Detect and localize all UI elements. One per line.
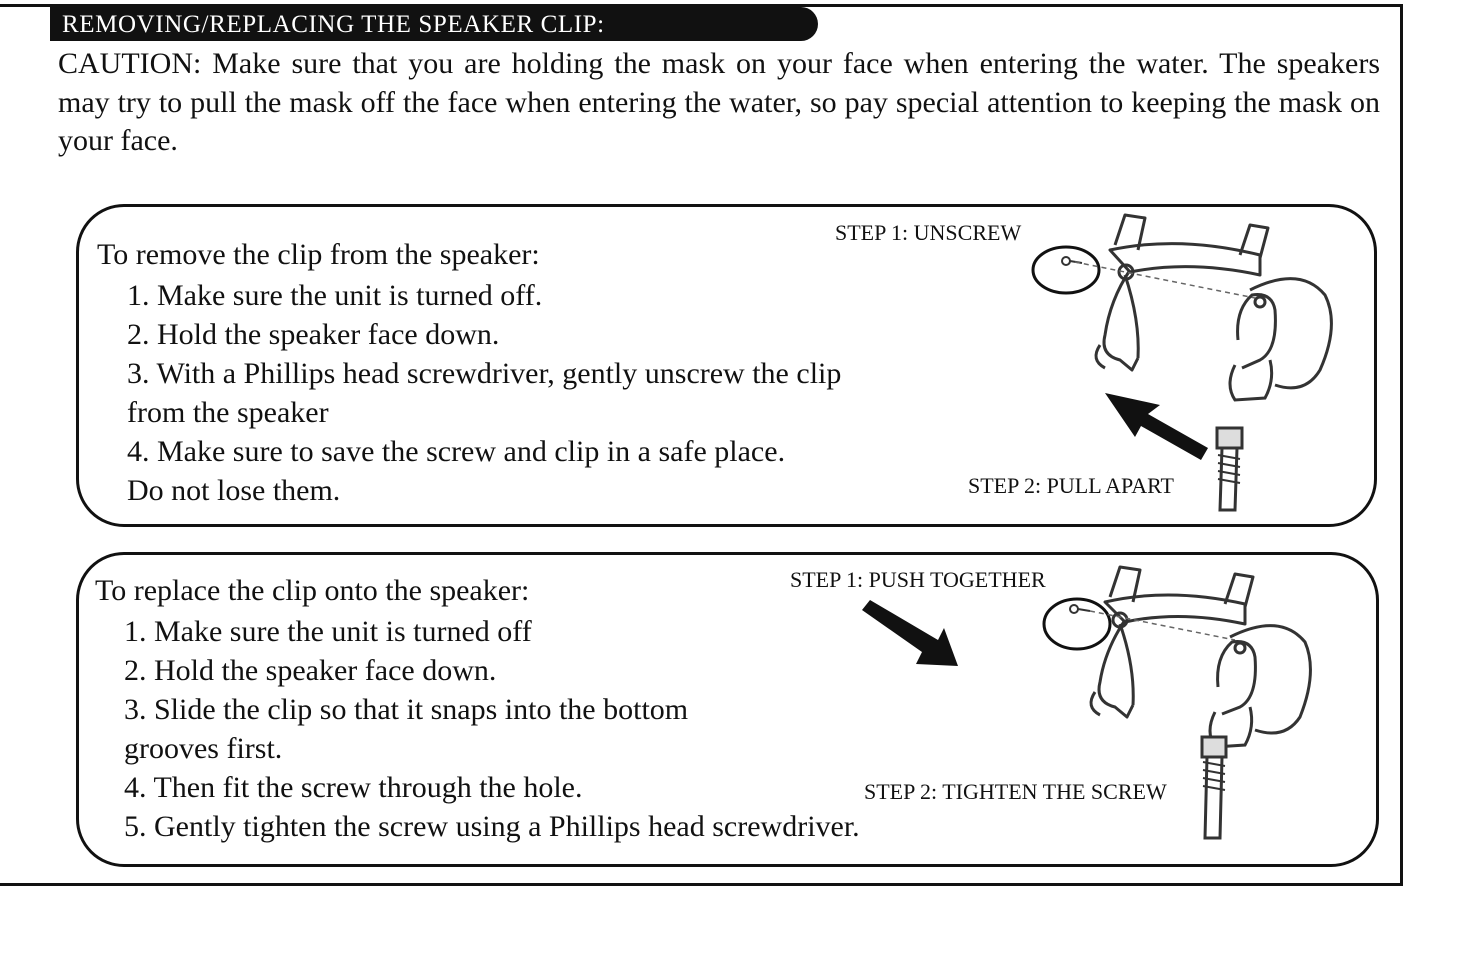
- replace-intro: To replace the clip onto the speaker:: [95, 574, 530, 607]
- speaker-clip-removal-illustration: [1020, 210, 1350, 522]
- section-title: REMOVING/REPLACING THE SPEAKER CLIP:: [50, 7, 818, 41]
- screw-highlight-circle: [1033, 247, 1099, 293]
- screw-icon: [1070, 605, 1090, 613]
- replace-steps-list: [124, 612, 860, 846]
- step1-unscrew-label: STEP 1: UNSCREW: [835, 220, 1022, 245]
- speaker-icon: [1217, 279, 1331, 510]
- remove-step: from the speaker: [127, 396, 329, 429]
- remove-step: 3. With a Phillips head screwdriver, gently unscrew the clip: [127, 357, 842, 390]
- replace-step: 2. Hold the speaker face down.: [124, 654, 497, 687]
- speaker-icon: [1202, 626, 1310, 838]
- replace-step: grooves first.: [124, 732, 283, 765]
- replace-step: 5. Gently tighten the screw using a Phillips head screwdriver.: [124, 810, 860, 843]
- step2-tighten-screw-label: STEP 2: TIGHTEN THE SCREW: [864, 779, 1167, 804]
- remove-step: 1. Make sure the unit is turned off.: [127, 279, 543, 312]
- step2-pull-apart-label: STEP 2: PULL APART: [968, 473, 1174, 498]
- push-together-arrow-icon: [862, 600, 958, 666]
- replace-step: 1. Make sure the unit is turned off: [124, 615, 532, 648]
- remove-step: 4. Make sure to save the screw and clip in a safe place.: [127, 435, 786, 468]
- clip-icon: [1091, 567, 1253, 717]
- pull-apart-arrow-icon: [1105, 393, 1208, 460]
- clip-icon: [1096, 215, 1268, 370]
- caution-paragraph: CAUTION: Make sure that you are holding the mask on your face when entering the water. The speakers may try to pull the mask off the face when entering the water, so pay special attention to keeping the mask on your face.: [58, 47, 1380, 158]
- replace-step: 4. Then fit the screw through the hole.: [124, 771, 583, 804]
- remove-step: Do not lose them.: [127, 474, 341, 507]
- alignment-dashline: [1090, 611, 1235, 640]
- remove-intro: To remove the clip from the speaker:: [97, 238, 540, 271]
- replace-step: 3. Slide the clip so that it snaps into the bottom: [124, 693, 689, 726]
- speaker-clip-replace-illustration: [850, 562, 1330, 852]
- screw-icon: [1062, 257, 1082, 265]
- remove-step: 2. Hold the speaker face down.: [127, 318, 500, 351]
- step1-push-together-label: STEP 1: PUSH TOGETHER: [790, 567, 1046, 592]
- remove-steps-list: [127, 276, 841, 510]
